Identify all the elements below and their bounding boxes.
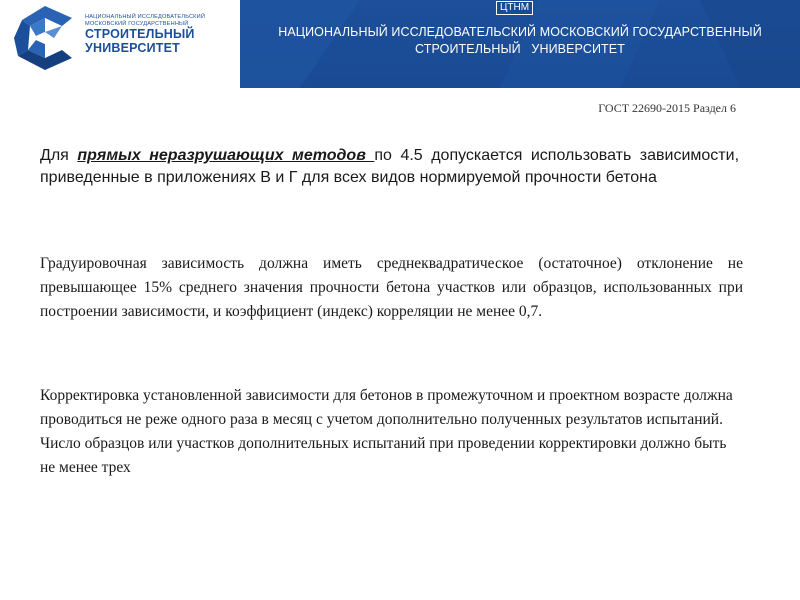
logo-subtitle: НАЦИОНАЛЬНЫЙ ИССЛЕДОВАТЕЛЬСКИЙ МОСКОВСКИЙ ГОСУДАРСТВЕННЫЙ bbox=[85, 14, 206, 27]
emphasis-text: прямых неразрушающих методов bbox=[77, 147, 375, 164]
standard-reference: ГОСТ 22690-2015 Раздел 6 bbox=[598, 101, 736, 115]
header-tag: ЦТНМ bbox=[496, 1, 533, 15]
logo-title: СТРОИТЕЛЬНЫЙ УНИВЕРСИТЕТ bbox=[85, 27, 195, 55]
header-title: НАЦИОНАЛЬНЫЙ ИССЛЕДОВАТЕЛЬСКИЙ МОСКОВСКИЙ ГОСУДАРСТВЕННЫЙ СТРОИТЕЛЬНЫЙ УНИВЕРСИТЕТ bbox=[278, 25, 762, 56]
paragraph-calibration: Градуировочная зависимость должна иметь среднеквадратическое (остаточное) отклонение не превышающее 15% среднего значения прочности бетона участков или образцов, использованных при построении зависимости, и коэффициент (индекс) корреляции не менее 0,7. bbox=[40, 255, 743, 320]
university-logo bbox=[12, 4, 78, 72]
paragraph-direct-methods: Для прямых неразрушающих методов по 4.5 допускается использовать зависимости, приведенные в приложениях В и Г для всех видов нормируемой прочности бетона bbox=[40, 147, 740, 186]
paragraph-correction: Корректировка установленной зависимости для бетонов в промежуточном и проектном возрасте должна проводиться не реже одного раза в месяц с учетом дополнительно полученных результатов испытаний. Число образцов или участков дополнительных испытаний при проведении корректировки должно быть не менее трех bbox=[40, 387, 733, 476]
